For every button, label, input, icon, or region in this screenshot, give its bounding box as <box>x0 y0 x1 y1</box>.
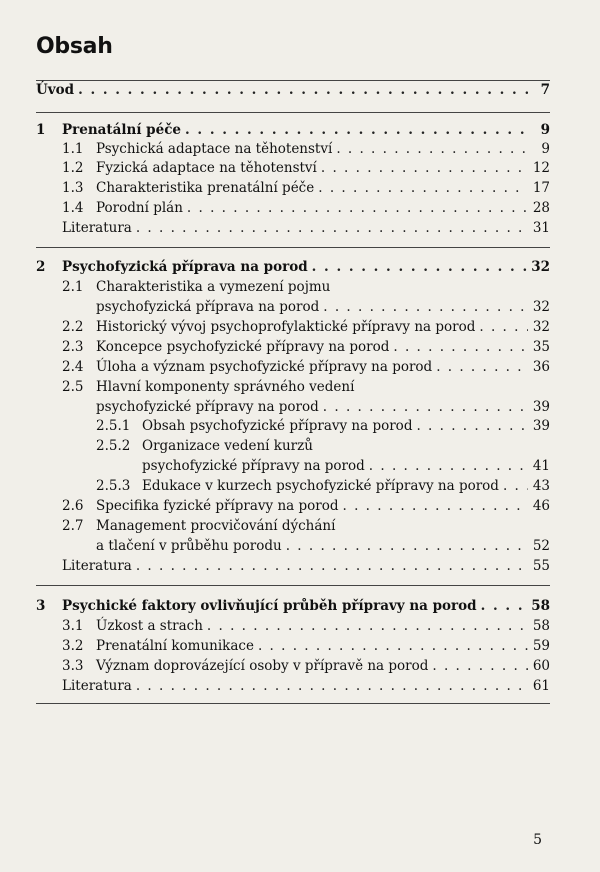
toc-leader-dots <box>136 676 528 696</box>
toc-entry-number: 1.2 <box>62 160 84 176</box>
toc-entry-page: 41 <box>532 458 550 474</box>
toc-entry <box>36 616 550 636</box>
toc-entry <box>36 357 550 377</box>
toc-entry <box>36 178 550 198</box>
toc-entry-number: 2.3 <box>62 339 84 355</box>
toc-entry-title: Psychické faktory ovlivňující průběh přípravy na porod <box>62 598 477 614</box>
toc-entry <box>36 377 550 397</box>
page-number: 5 <box>533 832 542 848</box>
toc-entry <box>36 436 550 456</box>
toc-entry-number: 1.4 <box>62 200 84 216</box>
toc-entry-title: Organizace vedení kurzů <box>142 438 313 454</box>
toc-entry-number: 1.3 <box>62 180 84 196</box>
toc-leader-dots <box>416 416 528 436</box>
toc-leader-dots <box>479 317 528 337</box>
toc-entry-title: Úvod <box>36 82 75 98</box>
toc-entry <box>36 536 550 556</box>
toc-entry-title: Edukace v kurzech psychofyzické přípravy na porod <box>142 478 499 494</box>
toc-entry-title: Obsah psychofyzické přípravy na porod <box>142 418 413 434</box>
toc-entry-page: 36 <box>532 359 550 375</box>
toc-leader-dots <box>321 158 528 178</box>
toc-leader-dots <box>323 397 528 417</box>
toc-entry <box>36 337 550 357</box>
toc-entry-page: 58 <box>531 598 550 614</box>
toc-entry-page: 60 <box>532 658 550 674</box>
toc-entry-page: 58 <box>532 618 550 634</box>
toc-leader-dots <box>323 297 528 317</box>
toc-leader-dots <box>336 139 528 159</box>
toc-entry <box>36 416 550 436</box>
toc-entry-title: Prenatální péče <box>62 122 182 138</box>
toc-entry-number: 2.6 <box>62 498 84 514</box>
toc-leader-dots <box>187 198 528 218</box>
toc-entry-page: 32 <box>532 299 550 315</box>
toc-entry-title: a tlačení v průběhu porodu <box>96 538 282 554</box>
toc-leader-dots <box>258 636 528 656</box>
toc-entry <box>36 397 550 417</box>
toc-entry-page: 32 <box>531 259 550 275</box>
toc-leader-dots <box>369 456 528 476</box>
toc-entry-title: Prenatální komunikace <box>96 638 254 654</box>
toc-entry-title: Fyzická adaptace na těhotenství <box>96 160 317 176</box>
toc-entry <box>36 556 550 576</box>
toc-entry <box>36 476 550 496</box>
toc-entry-title: Úzkost a strach <box>96 618 203 634</box>
toc-leader-dots <box>343 496 529 516</box>
toc-entry-title: Historický vývoj psychoprofylaktické přípravy na porod <box>96 319 476 335</box>
toc-leader-dots <box>286 536 528 556</box>
toc-entry <box>36 596 550 616</box>
toc-entry-number: 1.1 <box>62 141 84 157</box>
toc-entry <box>36 120 550 140</box>
toc-leader-dots <box>312 257 528 277</box>
toc-entry-page: 32 <box>532 319 550 335</box>
toc-entry-title: Charakteristika prenatální péče <box>96 180 315 196</box>
toc-entry-page: 28 <box>532 200 550 216</box>
toc-leader-dots <box>185 120 528 140</box>
toc-entry-page: 59 <box>532 638 550 654</box>
toc-leader-dots <box>136 556 528 576</box>
toc-entry-number: 3.1 <box>62 618 84 634</box>
toc-leader-dots <box>78 80 528 100</box>
toc-entry-page: 31 <box>532 220 550 236</box>
toc-entry <box>36 257 550 277</box>
toc-entry-title: Literatura <box>62 220 132 236</box>
toc-entry <box>36 297 550 317</box>
toc-entry-title: Porodní plán <box>96 200 183 216</box>
toc-entry-page: 46 <box>532 498 550 514</box>
toc-entry <box>36 139 550 159</box>
toc-entry-number: 2 <box>36 259 46 275</box>
toc-entry-title: Management procvičování dýchání <box>96 518 336 534</box>
toc-entry-page: 39 <box>532 399 550 415</box>
toc-leader-dots <box>318 178 528 198</box>
toc-entry-page: 55 <box>532 558 550 574</box>
toc-entry <box>36 218 550 238</box>
toc-entry <box>36 456 550 476</box>
toc-entry-page: 35 <box>532 339 550 355</box>
toc-entry-page: 9 <box>541 141 550 157</box>
toc-entry-number: 3.2 <box>62 638 84 654</box>
toc-entry-number: 2.5.2 <box>96 438 131 454</box>
toc-entry <box>36 516 550 536</box>
page-title: Obsah <box>36 34 113 59</box>
toc-entry-page: 7 <box>540 82 550 98</box>
toc-entry-number: 3.3 <box>62 658 84 674</box>
section-divider <box>36 585 550 586</box>
toc-entry-title: Koncepce psychofyzické přípravy na porod <box>96 339 390 355</box>
toc-entry <box>36 496 550 516</box>
toc-entry-number: 2.5.1 <box>96 418 131 434</box>
toc-entry-page: 9 <box>540 122 550 138</box>
toc-entry-title: psychofyzické přípravy na porod <box>142 458 365 474</box>
toc-entry <box>36 317 550 337</box>
toc-entry <box>36 158 550 178</box>
toc-entry <box>36 636 550 656</box>
toc-entry-number: 2.2 <box>62 319 84 335</box>
toc-entry-number: 3 <box>36 598 46 614</box>
toc-leader-dots <box>136 218 528 238</box>
toc-entry-page: 39 <box>532 418 550 434</box>
toc-entry-title: Literatura <box>62 558 132 574</box>
toc-leader-dots <box>393 337 528 357</box>
toc-entry-title: Význam doprovázející osoby v přípravě na porod <box>96 658 429 674</box>
toc-entry-page: 17 <box>532 180 550 196</box>
toc-entry <box>36 656 550 676</box>
section-divider <box>36 112 550 113</box>
section-divider <box>36 703 550 704</box>
toc-leader-dots <box>436 357 528 377</box>
toc-entry-title: Charakteristika a vymezení pojmu <box>96 279 331 295</box>
toc-entry <box>36 277 550 297</box>
toc-entry-number: 2.7 <box>62 518 84 534</box>
toc-entry-number: 2.4 <box>62 359 84 375</box>
toc-entry <box>36 80 550 100</box>
toc-entry-title: Literatura <box>62 678 132 694</box>
toc-entry-number: 2.5.3 <box>96 478 131 494</box>
toc-entry-page: 12 <box>532 160 550 176</box>
toc-leader-dots <box>481 596 528 616</box>
toc-entry <box>36 198 550 218</box>
toc-leader-dots <box>207 616 528 636</box>
toc-entry-number: 2.1 <box>62 279 84 295</box>
toc-entry-page: 43 <box>532 478 550 494</box>
toc-entry-title: Psychofyzická příprava na porod <box>62 259 308 275</box>
toc-entry-number: 2.5 <box>62 379 84 395</box>
toc-entry <box>36 676 550 696</box>
toc-entry-title: psychofyzické přípravy na porod <box>96 399 319 415</box>
section-divider <box>36 247 550 248</box>
toc-leader-dots <box>503 476 528 496</box>
toc-entry-number: 1 <box>36 122 46 138</box>
toc-entry-title: Úloha a význam psychofyzické přípravy na porod <box>96 359 433 375</box>
toc-entry-title: psychofyzická příprava na porod <box>96 299 320 315</box>
toc-entry-title: Psychická adaptace na těhotenství <box>96 141 333 157</box>
toc-entry-page: 61 <box>532 678 550 694</box>
toc-entry-title: Specifika fyzické přípravy na porod <box>96 498 339 514</box>
toc-entry-title: Hlavní komponenty správného vedení <box>96 379 355 395</box>
toc-entry-page: 52 <box>532 538 550 554</box>
toc-leader-dots <box>432 656 528 676</box>
